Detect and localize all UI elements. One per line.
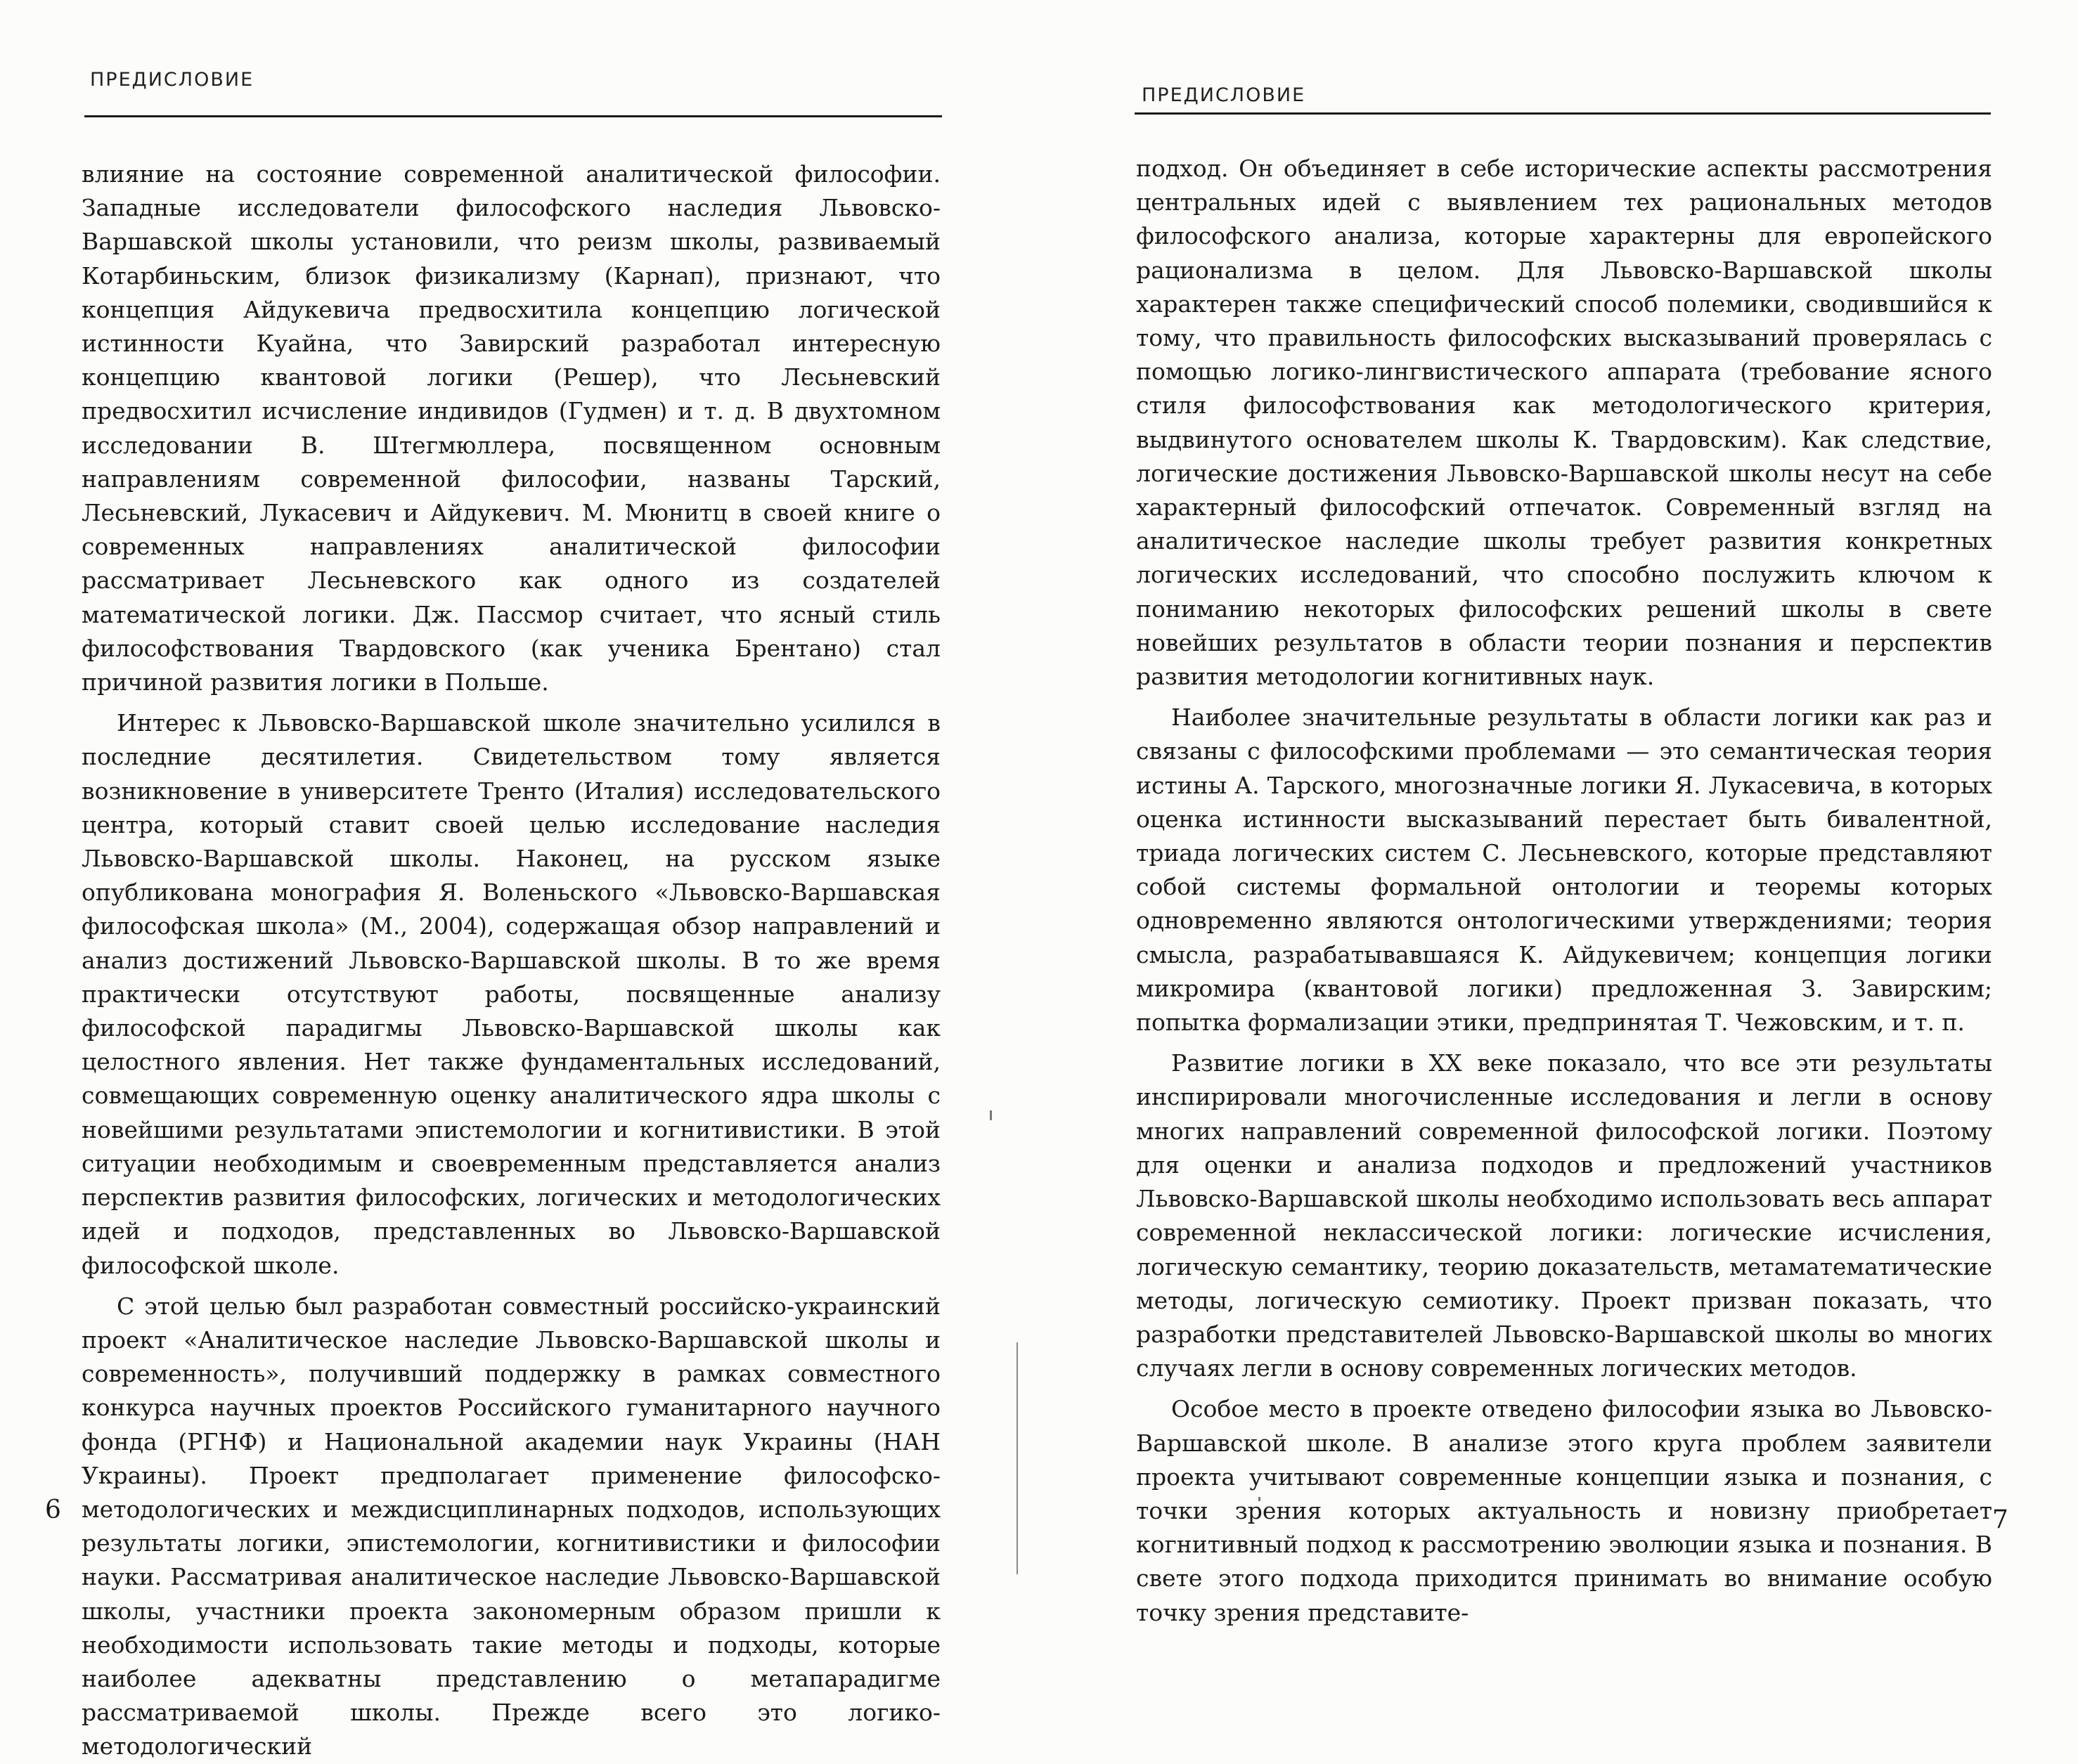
left-paragraph-1: влияние на состояние современной аналитической философии. Западные исследователи философского наследия Львовско-Варшавской школы установили, что реизм школы, развиваемый Котарбиньским, близок физикализму (Карнап), признают, что концепция Айдукевича предвосхитила концепцию логической истинности Куайна, что Завирский разработал интересную концепцию квантовой логики (Решер), что Лесьневский предвосхитил исчисление индивидов (Гудмен) и т. д. В двухтомном исследовании В. Штегмюллера, посвященном основным направлениям современной философии, названы Тарский, Лесьневский, Лукасевич и Айдукевич. М. Мюнитц в своей книге о современных направлениях аналитической философии рассматривает Лесьневского как одного из создателей математической логики. Дж. Пассмор считает, что ясный стиль философствования Твардовского (как ученика Брентано) стал причиной развития логики в Польше.	[82, 160, 941, 696]
right-header-rule	[1135, 112, 1991, 115]
left-body-text	[82, 157, 941, 1764]
right-paragraph-2: Наиболее значительные результаты в области логики как раз и связаны с философскими проблемами — это семантическая теория истины А. Тарского, многозначные логики Я. Лукасевича, в которых оценка истинности высказываний перестает быть бивалентной, триада логических систем С. Лесьневского, которые представляют собой системы формальной онтологии и теоремы которых одновременно являются онтологическими утверждениями; теория смысла, разрабатывавшаяся К. Айдукевичем; концепция логики микромира (квантовой логики) предложенная З. Завирским; попытка формализации этики, предпринятая Т. Чежовским, и т. п.	[1136, 703, 1992, 1037]
left-page-number: 6	[45, 1496, 61, 1524]
left-paragraph-2: Интерес к Львовско-Варшавской школе значительно усилился в последние десятилетия. Свидетельством тому является возникновение в университете Тренто (Италия) исследовательского центра, который ставит своей целью исследование наследия Львовско-Варшавской школы. Наконец, на русском языке опубликована монография Я. Воленьского «Львовско-Варшавская философская школа» (М., 2004), содержащая обзор направлений и анализ достижений Львовско-Варшавской школы. В то же время практически отсутствуют работы, посвященные анализу философской парадигмы Львовско-Варшавской школы как целостного явления. Нет также фундаментальных исследований, совмещающих современную оценку аналитического ядра школы с новейшими результатами эпистемологии и когнитивистики. В этой ситуации необходимым и своевременным представляется анализ перспектив развития философских, логических и методологических идей и подходов, представленных во Львовско-Варшавской философской школе.	[82, 709, 941, 1279]
left-page	[0, 0, 1026, 1760]
right-running-head: ПРЕДИСЛОВИЕ	[1142, 84, 1306, 106]
right-paragraph-1: подход. Он объединяет в себе исторические аспекты рассмотрения центральных идей с выявлением тех рациональных методов философского анализа, которые характерны для европейского рационализма в целом. Для Львовско-Варшавской школы характерен также специфический способ полемики, сводившийся к тому, что правильность философских высказываний проверялась с помощью логико-лингвистического аппарата (требование ясного стиля философствования как методологического критерия, выдвинутого основателем школы К. Твардовским). Как следствие, логические достижения Львовско-Варшавской школы несут на себе характерный философский отпечаток. Современный взгляд на аналитическое наследие школы требует развития конкретных логических исследований, что способно послужить ключом к пониманию некоторых философских решений школы в свете новейших результатов в области теории познания и перспектив развития методологии когнитивных наук.	[1136, 155, 1992, 691]
right-paragraph-4: Особое место в проекте отведено философии языка во Львовско-Варшавской школе. В анализе этого круга проблем заявители проекта учитывают современные концепции языка и познания, с точки зрения которых актуальность и новизну приобретает когнитивный подход к рассмотрению эволюции языка и познания. В свете этого подхода приходится принимать во внимание особую точку зрения представите-	[1136, 1395, 1992, 1626]
right-page	[1047, 0, 2078, 1626]
left-paragraph-3: С этой целью был разработан совместный российско-украинский проект «Аналитическое наследие Львовско-Варшавской школы и современность», получивший поддержку в рамках совместного конкурса научных проектов Российского гуманитарного научного фонда (РГНФ) и Национальной академии наук Украины (НАН Украины). Проект предполагает применение философско-методологических и междисциплинарных подходов, использующих результаты логики, эпистемологии, когнитивистики и философии науки. Рассматривая аналитическое наследие Львовско-Варшавской школы, участники проекта закономерным образом пришли к необходимости использовать такие методы и подходы, которые наиболее адекватны представлению о метапарадигме рассматриваемой школы. Прежде всего это логико-методологический	[82, 1292, 941, 1760]
right-page-number: 7	[1992, 1505, 2008, 1534]
right-body-text	[1136, 152, 1992, 1630]
left-header-rule	[84, 115, 942, 117]
gutter-mark	[990, 1110, 992, 1120]
right-paragraph-3: Развитие логики в XX веке показало, что все эти результаты инспирировали многочисленные исследования и легли в основу многих направлений современной философской логики. Поэтому для оценки и анализа подходов и предложений участников Львовско-Варшавской школы необходимо использовать весь аппарат современной неклассической логики: логические исчисления, логическую семантику, теорию доказательств, метаматематические методы, логическую семиотику. Проект призван показать, что разработки представителей Львовско-Варшавской школы во многих случаях легли в основу современных логических методов.	[1136, 1049, 1992, 1382]
gutter-line	[1017, 1342, 1018, 1574]
left-running-head: ПРЕДИСЛОВИЕ	[90, 69, 254, 91]
